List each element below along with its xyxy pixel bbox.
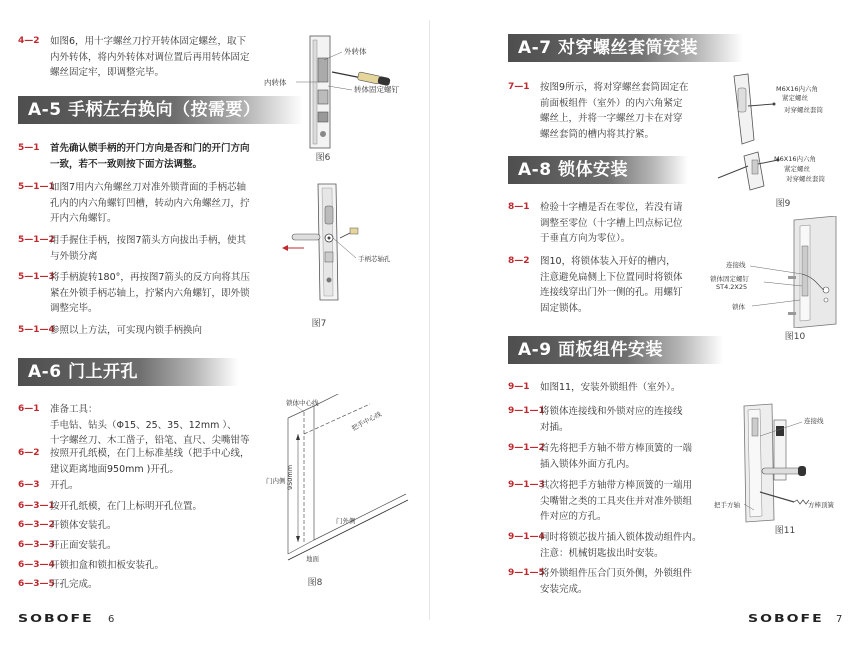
section-a9-heading: A-9 面板组件安装 [508, 336, 723, 364]
label-sleeve-a: 对穿螺丝套筒 [784, 106, 823, 114]
step-text: 将手柄旋转180°，再按图7箭头的反方向将其压 紧在外锁手柄芯轴上，拧紧内六角螺钉，即外锁 调整完毕。 [50, 272, 250, 314]
figure-10 [706, 216, 856, 328]
figure-8-caption: 图8 [307, 578, 323, 588]
step-number: 9—1—3 [508, 480, 545, 490]
step-text: 首先将把手方轴不带方棒顶簧的一端 插入锁体外面方孔内。 [540, 443, 693, 470]
step-text: 检验十字槽是否在零位，若没有请 调整至零位（十字槽上凹点标记位 于垂直方向为零位）。 [540, 202, 683, 244]
step-number: 9—1—4 [508, 532, 545, 542]
label-handle-shaft: 把手方轴 [714, 501, 740, 509]
right-page [430, 0, 860, 645]
step-text: 按照开孔纸模，在门上标准基线（把手中心线， 建议距离地面950mm )开孔。 [50, 448, 250, 475]
step-number: 5—1—4 [18, 325, 55, 335]
step-text: 图10，将锁体装入开好的槽内， 注意避免扁侧上下位置同时将锁体 连接线穿出门外一侧的孔。用螺钉 固定锁体。 [540, 256, 683, 314]
figure-6-caption: 图6 [315, 153, 331, 163]
step-text: 同时将锁芯拔片插入锁体拨动组件内。 注意：机械钥匙拔出时安装。 [540, 532, 702, 559]
label-connect-wire: 连接线 [804, 417, 824, 425]
step-text: 开锁扣盒和锁扣板安装孔。 [50, 560, 165, 571]
figure-11-caption: 图11 [774, 526, 796, 536]
step-number: 6—3—5 [18, 579, 55, 589]
page-number: 7 [836, 614, 843, 625]
label-handle-center-line: 把手中心线 [350, 410, 383, 433]
step-number: 6—2 [18, 448, 40, 458]
brand-logo: SOBOFE [748, 613, 824, 625]
step-number: 6—1 [18, 404, 40, 414]
figure-9 [714, 70, 854, 195]
step-text: 将锁体连接线和外锁对应的连接线 对插。 [540, 406, 683, 433]
label-sleeve-b: 对穿螺丝套筒 [786, 175, 825, 183]
step-number: 8—2 [508, 256, 530, 266]
step-text: 首先确认锁手柄的开门方向是否和门的开门方向 一致，若不一致则按下面方法调整。 [50, 143, 250, 170]
step-text: 按图9所示，将对穿螺丝套筒固定在 前面板组件（室外）的内六角紧定 螺丝上，并将一字螺丝刀卡在对穿 螺丝套筒的槽内将其拧紧。 [540, 82, 689, 140]
section-a8-heading: A-8 锁体安装 [508, 156, 688, 184]
step-number: 6—3—4 [18, 560, 55, 570]
label-connect-wire: 连接线 [726, 261, 746, 269]
step-text: 如图6，用十字螺丝刀拧开转体固定螺丝，取下 内外转体，将内外转体对调位置后再用转体固定 螺丝固定牢，即调整完毕。 [50, 36, 250, 78]
step-number: 5—1—3 [18, 272, 55, 282]
step-number: 6—3—2 [18, 520, 55, 530]
label-m6x16-a: M6X16内六角 [776, 85, 818, 93]
figure-6 [262, 28, 412, 158]
step-number: 5—1 [18, 143, 40, 153]
figure-7 [270, 176, 420, 316]
label-shaft-spring: 方棒顶簧 [808, 501, 834, 509]
section-a6-heading: A-6 门上开孔 [18, 358, 238, 386]
step-number: 6—3—3 [18, 540, 55, 550]
step-text: 其次将把手方轴带方棒顶簧的一端用 尖嘴钳之类的工具夹住并对准外锁组 件对应的方孔。 [540, 480, 693, 522]
step-number: 9—1—5 [508, 568, 545, 578]
label-handle-shaft-hole: 手柄芯轴孔 [358, 255, 391, 263]
step-number: 5—1—1 [18, 182, 55, 192]
step-number: 6—3 [18, 480, 40, 490]
step-text: 准备工具： 手电钻、钻头（Φ15、25、35、12mm ）、 十字螺丝刀、木工凿子，铅笔、直尺、尖嘴钳等 [50, 404, 250, 446]
section-a5-heading: A-5 手柄左右换向（按需要） [18, 96, 303, 124]
step-text: 用手握住手柄，按图7箭头方向拔出手柄，使其 与外锁分离 [50, 235, 247, 262]
handle-removal-diagram [270, 176, 420, 316]
label-set-screw-b: 紧定螺丝 [784, 165, 810, 173]
section-a7-heading: A-7 对穿螺丝套筒安装 [508, 34, 743, 62]
lock-body-install-diagram [706, 216, 856, 328]
step-text: 如图7用内六角螺丝刀对准外锁背面的手柄芯轴 孔内的内六角螺钉凹槽，转动内六角螺丝刀，拧 开内六角螺钉。 [50, 182, 250, 224]
figure-10-caption: 图10 [784, 332, 806, 342]
step-number: 8—1 [508, 202, 530, 212]
step-number: 9—1—1 [508, 406, 545, 416]
step-text: 将外锁组件压合门页外侧，外锁组件 安装完成。 [540, 568, 693, 595]
label-950mm: 950mm [286, 464, 294, 490]
step-number: 4—2 [18, 36, 40, 46]
page-number: 6 [108, 614, 115, 625]
figure-7-caption: 图7 [311, 319, 327, 329]
label-rotor-screw: 转体固定螺钉 [354, 85, 399, 94]
step-number: 9—1 [508, 382, 530, 392]
label-set-screw-a: 紧定螺丝 [782, 94, 808, 102]
step-text: 按开孔纸模，在门上标明开孔位置。 [50, 501, 203, 512]
step-text: 开锁体安装孔。 [50, 520, 117, 531]
figure-8 [258, 394, 418, 574]
label-door-outside: 门外侧 [336, 517, 356, 525]
step-number: 6—3—1 [18, 501, 55, 511]
step-number: 7—1 [508, 82, 530, 92]
label-inner-rotor: 内转体 [264, 78, 287, 87]
label-lock-body: 锁体 [732, 303, 745, 311]
label-ground: 地面 [306, 555, 319, 563]
step-number: 5—1—2 [18, 235, 55, 245]
label-screw-size: ST4.2X25 [716, 283, 748, 291]
brand-logo: SOBOFE [18, 613, 94, 625]
label-lock-center-line: 锁体中心线 [286, 399, 319, 407]
figure-9-caption: 图9 [775, 199, 791, 209]
step-text: 参照以上方法，可实现内锁手柄换向 [50, 325, 203, 336]
step-number: 9—1—2 [508, 443, 545, 453]
label-m6x16-b: M6X16内六角 [774, 155, 816, 163]
label-door-inside: 门内侧 [266, 477, 286, 485]
step-text: 开孔完成。 [50, 579, 98, 590]
figure-11 [714, 396, 854, 526]
label-lock-screw: 锁体固定螺钉 [710, 275, 749, 283]
step-text: 开正面安装孔。 [50, 540, 117, 551]
step-text: 如图11，安装外锁组件（室外）。 [540, 382, 681, 393]
step-text: 开孔。 [50, 480, 79, 491]
label-outer-rotor: 外转体 [344, 47, 367, 56]
